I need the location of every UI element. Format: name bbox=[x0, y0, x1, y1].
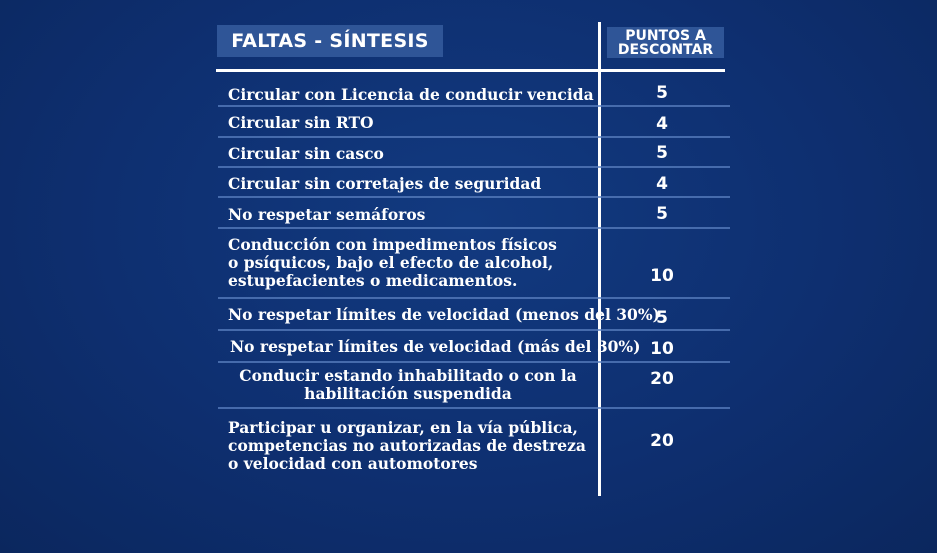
row-description-line: o psíquicos, bajo el efecto de alcohol, bbox=[228, 253, 554, 272]
points-header bbox=[607, 27, 724, 58]
table-row bbox=[218, 80, 730, 107]
row-points: 5 bbox=[656, 143, 668, 163]
table-row bbox=[218, 138, 730, 168]
row-description-line: o velocidad con automotores bbox=[228, 454, 478, 473]
points-header-line2: DESCONTAR bbox=[617, 41, 714, 58]
table-row bbox=[218, 168, 730, 198]
row-points: 10 bbox=[650, 339, 674, 359]
row-description bbox=[228, 305, 660, 324]
row-description-line: No respetar límites de velocidad (menos del 30%) bbox=[228, 305, 660, 324]
table-row bbox=[218, 409, 730, 479]
row-points: 10 bbox=[650, 266, 674, 286]
row-description-line: Circular sin RTO bbox=[228, 113, 374, 132]
header-divider bbox=[216, 69, 725, 72]
row-description bbox=[228, 114, 600, 132]
row-points: 5 bbox=[656, 204, 668, 224]
row-description-line: Participar u organizar, en la vía pública, bbox=[228, 418, 578, 437]
row-description-line: competencias no autorizadas de destreza bbox=[228, 436, 586, 455]
row-points: 5 bbox=[656, 308, 668, 328]
table-title-text: FALTAS - SÍNTESIS bbox=[231, 30, 429, 52]
table-row bbox=[218, 299, 730, 331]
table-row bbox=[218, 331, 730, 363]
row-points: 20 bbox=[650, 431, 674, 451]
table-row bbox=[218, 363, 730, 409]
row-points: 4 bbox=[656, 114, 668, 134]
row-description-line: No respetar límites de velocidad (más del 30%) bbox=[230, 337, 641, 356]
row-description bbox=[228, 86, 600, 104]
row-description-line: No respetar semáforos bbox=[228, 205, 426, 224]
row-description bbox=[228, 145, 600, 163]
row-description bbox=[230, 337, 641, 356]
row-points: 5 bbox=[656, 83, 668, 103]
row-description-line: Circular con Licencia de conducir vencida bbox=[228, 85, 594, 104]
row-description bbox=[228, 175, 600, 193]
row-description bbox=[228, 236, 600, 290]
row-points: 20 bbox=[650, 369, 674, 389]
row-description-line: estupefacientes o medicamentos. bbox=[228, 271, 518, 290]
row-description-line: Circular sin casco bbox=[228, 144, 384, 163]
table-row bbox=[218, 198, 730, 229]
row-description-line: Circular sin corretajes de seguridad bbox=[228, 174, 542, 193]
row-description-line: Conducción con impedimentos físicos bbox=[228, 235, 557, 254]
row-description bbox=[228, 206, 600, 224]
points-header-line1: PUNTOS A bbox=[625, 27, 706, 44]
row-description bbox=[218, 367, 598, 403]
table-row bbox=[218, 229, 730, 299]
row-points: 4 bbox=[656, 174, 668, 194]
table-row bbox=[218, 107, 730, 138]
row-description bbox=[228, 419, 600, 473]
row-description-line: habilitación suspendida bbox=[304, 384, 512, 403]
row-description-line: Conducir estando inhabilitado o con la bbox=[239, 366, 577, 385]
table-title bbox=[217, 25, 443, 57]
